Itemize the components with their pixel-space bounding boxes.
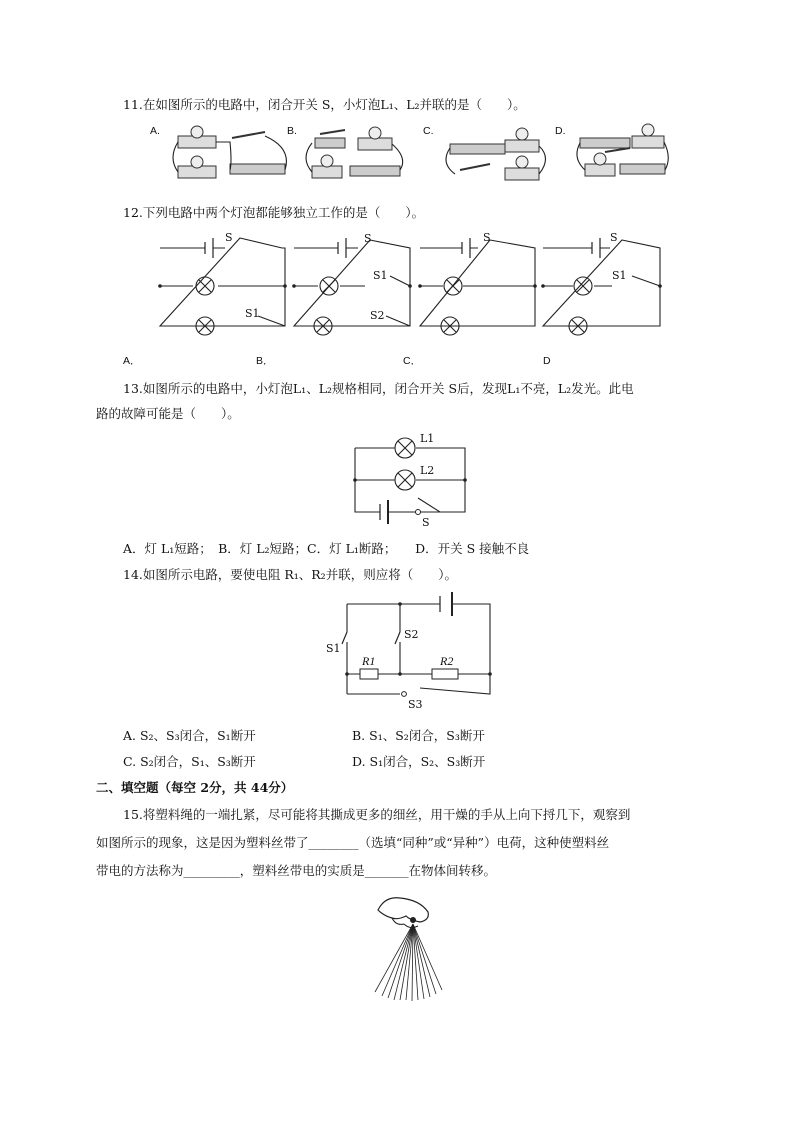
q12-circuit-c [418, 231, 537, 335]
q12-b-switch-s-label: S [364, 232, 372, 245]
q14-r2-label: R2 [440, 654, 454, 668]
q12-option-a-label: A． [123, 355, 141, 367]
q14-s3-label: S3 [408, 698, 423, 711]
q12-circuit-d [541, 231, 662, 335]
q11-option-b-label: B. [287, 125, 297, 137]
q12-stem: 12.下列电路中两个灯泡都能够独立工作的是（ ）。 [123, 205, 425, 220]
q11-figure [0, 118, 794, 198]
q12-b-switch-s2-label: S2 [370, 309, 385, 322]
q14-option-d: D. S₁闭合，S₂、S₃断开 [352, 754, 486, 769]
q11-circuit-a [173, 126, 286, 178]
q13-figure [0, 428, 794, 528]
q11-stem: 11.在如图所示的电路中，闭合开关 S，小灯泡L₁、L₂并联的是（ ）。 [123, 97, 526, 112]
q12-option-d-label: D [543, 355, 551, 367]
q12-d-switch-s-label: S [610, 231, 618, 244]
q12-figure [0, 228, 794, 368]
q11-circuit-b [306, 127, 403, 178]
q13-choices: A．灯 L₁短路； B．灯 L₂短路；C．灯 L₁断路； D．开关 S 接触不良 [123, 541, 530, 556]
q14-s2-label: S2 [404, 628, 419, 641]
q12-c-switch-s-label: S [483, 231, 491, 244]
q12-option-c-label: C． [403, 355, 422, 367]
q14-option-b: B. S₁、S₂闭合，S₃断开 [352, 728, 485, 743]
q12-option-b-label: B． [256, 355, 274, 367]
q12-a-switch-s1-label: S1 [245, 307, 260, 320]
q13-stem-line2: 路的故障可能是（ ）。 [96, 406, 240, 421]
q13-l1-label: L1 [420, 432, 435, 445]
q12-b-switch-s1-label: S1 [373, 269, 388, 282]
q15-line3: 带电的方法称为_________，塑料丝带电的实质是_______在物体间转移。 [96, 863, 497, 878]
q12-circuit-a [158, 231, 287, 335]
q11-option-d-label: D. [555, 125, 566, 137]
q14-r1-label: R1 [362, 654, 376, 668]
q13-l2-label: L2 [420, 464, 435, 477]
q11-circuit-d [577, 124, 668, 176]
q15-figure-plastic-strands [0, 890, 794, 1010]
q13-switch-s-label: S [422, 516, 430, 529]
q14-stem: 14.如图所示电路，要使电阻 R₁、R₂并联，则应将（ ）。 [123, 567, 457, 582]
q14-s1-label: S1 [326, 642, 341, 655]
q12-a-switch-s-label: S [225, 231, 233, 244]
q15-line2: 如图所示的现象，这是因为塑料丝带了________（选填“同种”或“异种”）电荷，这种使塑料丝 [96, 835, 610, 850]
q14-option-a: A. S₂、S₃闭合，S₁断开 [123, 728, 256, 743]
q13-stem-line1: 13.如图所示的电路中，小灯泡L₁、L₂规格相同，闭合开关 S后，发现L₁不亮，L₂发光。此电 [123, 381, 634, 396]
section-heading: 二、填空题（每空 2分，共 44分） [96, 780, 294, 795]
q11-option-a-label: A. [150, 125, 160, 137]
q14-option-c: C. S₂闭合，S₁、S₃断开 [123, 754, 256, 769]
q12-circuit-b [292, 232, 412, 335]
q11-circuit-c [446, 128, 546, 180]
q12-d-switch-s1-label: S1 [612, 269, 627, 282]
q15-line1: 15.将塑料绳的一端扎紧，尽可能将其撕成更多的细丝，用干燥的手从上向下捋几下，观察到 [123, 807, 631, 822]
q11-option-c-label: C. [423, 125, 434, 137]
q14-figure [0, 592, 794, 712]
